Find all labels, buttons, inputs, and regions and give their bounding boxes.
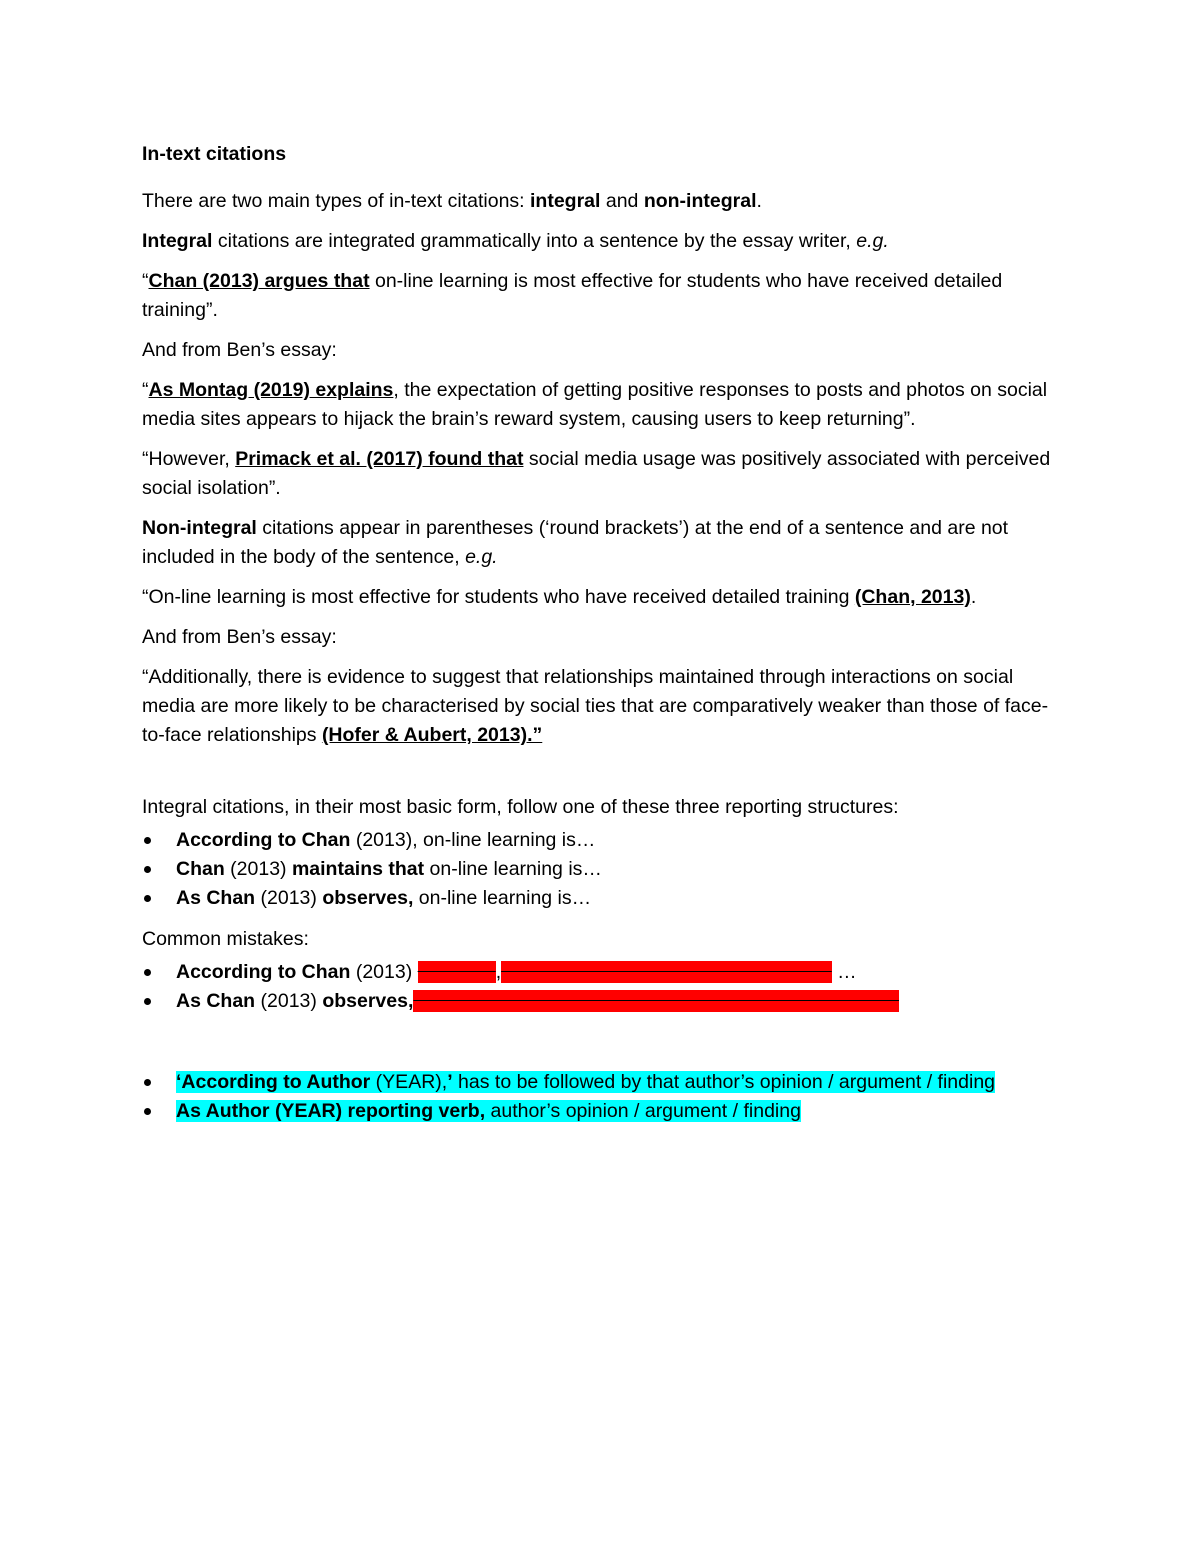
example-chan-non-integral: “On-line learning is most effective for students who have received detailed training (Chan, 2013). bbox=[142, 586, 977, 608]
integral-definition: Integral citations are integrated grammatically into a sentence by the essay writer, e.g. bbox=[142, 230, 889, 252]
citation-chan: Chan (2013) argues that bbox=[148, 270, 370, 292]
common-mistakes-list bbox=[142, 958, 1062, 1016]
example-chan-integral: “Chan (2013) argues that on-line learning is most effective for students who have received detailed training”. bbox=[142, 270, 1003, 321]
rule-highlight: ‘According to Author (YEAR),’ has to be followed by that author’s opinion / argument / finding bbox=[176, 1071, 996, 1093]
common-mistakes-label: Common mistakes: bbox=[142, 928, 309, 950]
blank-line bbox=[142, 761, 1062, 793]
example-primack: “However, Primack et al. (2017) found that social media usage was positively associated with perceived social isolation”. bbox=[142, 448, 1051, 499]
citation-montag: As Montag (2019) explains bbox=[148, 379, 394, 401]
citation-primack: Primack et al. (2017) found that bbox=[235, 448, 524, 470]
intro-paragraph: There are two main types of in-text citations: integral and non-integral. bbox=[142, 190, 762, 212]
term-non-integral: non-integral bbox=[643, 190, 757, 212]
page-title: In-text citations bbox=[142, 143, 287, 165]
document-page bbox=[142, 140, 1062, 1138]
example-montag: “As Montag (2019) explains, the expectation of getting positive responses to posts and photos on social media sites appears to hijack the brain’s reward system, causing users to keep returning”. bbox=[142, 379, 1048, 430]
mistake-highlight: he thinks that / he says that / believes / in his opinion … bbox=[413, 990, 899, 1012]
list-item: Chan (2013) maintains that on-line learning is… bbox=[142, 855, 1062, 884]
list-item: According to Chan (2013) suggests, he thinks that / he says that / believes … bbox=[142, 958, 1062, 987]
citation-chan-parenthetical: (Chan, 2013) bbox=[854, 586, 971, 608]
non-integral-definition: Non-integral citations appear in parentheses (‘round brackets’) at the end of a sentence and are not included in the body of the sentence, e.g. bbox=[142, 517, 1009, 568]
structures-intro: Integral citations, in their most basic form, follow one of these three reporting structures: bbox=[142, 796, 899, 818]
list-item: As Chan (2013) observes, on-line learning is… bbox=[142, 884, 1062, 913]
ben-essay-label: And from Ben’s essay: bbox=[142, 339, 337, 361]
list-item bbox=[142, 1097, 1062, 1126]
list-item: As Chan (2013) observes, he thinks that / he says that / believes / in his opinion … bbox=[142, 987, 1062, 1016]
ben-essay-label: And from Ben’s essay: bbox=[142, 626, 337, 648]
example-hofer: “Additionally, there is evidence to suggest that relationships maintained through interactions on social media are more likely to be characterised by social ties that are comparatively weaker than those of face-to-face relationships (Hofer & Aubert, 2013).” bbox=[142, 666, 1049, 746]
reporting-structures-list bbox=[142, 826, 1062, 913]
list-item bbox=[142, 1068, 1062, 1097]
mistake-highlight: suggests bbox=[417, 961, 496, 983]
rules-list bbox=[142, 1068, 1062, 1126]
list-item: According to Chan (2013), on-line learning is… bbox=[142, 826, 1062, 855]
rule-highlight: As Author (YEAR) reporting verb, author’s opinion / argument / finding bbox=[176, 1100, 801, 1122]
term-integral: integral bbox=[530, 190, 601, 212]
citation-hofer: (Hofer & Aubert, 2013).” bbox=[321, 724, 543, 746]
mistake-highlight: he thinks that / he says that / believes bbox=[501, 961, 832, 983]
blank-line bbox=[142, 1028, 1062, 1068]
